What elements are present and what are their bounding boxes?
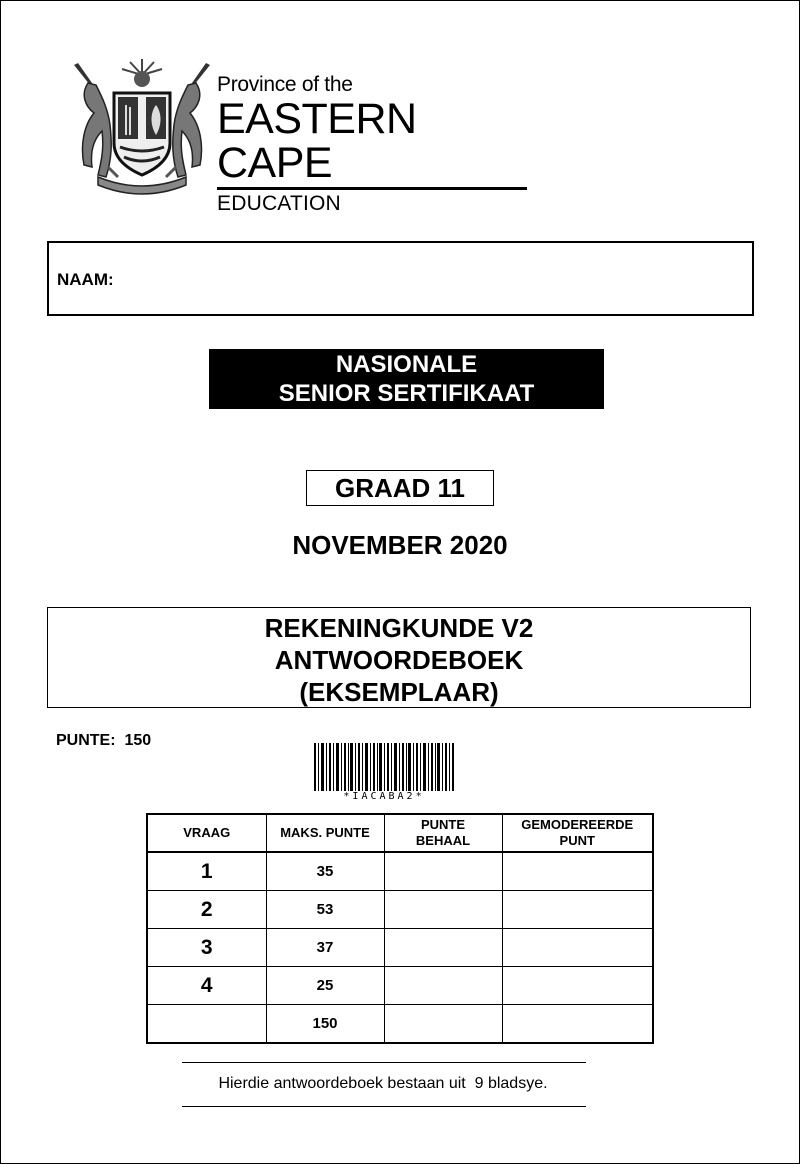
logo-line-eastern-cape: EASTERN CAPE bbox=[217, 95, 417, 187]
question-number: 3 bbox=[147, 929, 266, 967]
marks-obtained-cell[interactable] bbox=[384, 852, 502, 891]
total-obtained-cell[interactable] bbox=[384, 1005, 502, 1044]
marks-table bbox=[146, 813, 654, 1044]
header-moderated-line-2: PUNT bbox=[559, 833, 595, 848]
grade-label: GRAAD 11 bbox=[306, 470, 494, 506]
header-moderated-line-1: GEMODEREERDE bbox=[521, 817, 634, 832]
subject-line-3: (EKSEMPLAAR) bbox=[299, 677, 499, 707]
barcode-text: *IACABA2* bbox=[343, 791, 425, 802]
subject-title-box bbox=[47, 607, 751, 708]
marks-obtained-cell[interactable] bbox=[384, 967, 502, 1005]
total-moderated-cell[interactable] bbox=[502, 1005, 653, 1044]
moderated-mark-cell[interactable] bbox=[502, 852, 653, 891]
page-count-note: Hierdie antwoordeboek bestaan uit 9 bladsye. bbox=[218, 1075, 548, 1092]
max-marks-value: 25 bbox=[266, 967, 384, 1005]
moderated-mark-cell[interactable] bbox=[502, 967, 653, 1005]
total-label-cell bbox=[147, 1005, 266, 1044]
footer-divider-bottom bbox=[182, 1106, 586, 1107]
table-header-row bbox=[147, 814, 653, 852]
footer-divider-top bbox=[182, 1062, 586, 1063]
subject-line-1: REKENINGKUNDE V2 bbox=[264, 613, 534, 643]
header-question: VRAAG bbox=[147, 814, 266, 852]
header-marks-obtained-line-1: PUNTE bbox=[420, 817, 466, 832]
header-moderated bbox=[502, 814, 653, 852]
max-marks-value: 35 bbox=[266, 852, 384, 891]
question-number: 2 bbox=[147, 891, 266, 929]
total-marks: PUNTE: 150 bbox=[56, 732, 152, 749]
moderated-mark-cell[interactable] bbox=[502, 929, 653, 967]
question-number: 4 bbox=[147, 967, 266, 1005]
certificate-banner bbox=[209, 349, 604, 409]
exam-date: NOVEMBER 2020 bbox=[292, 530, 508, 560]
table-row bbox=[147, 929, 653, 967]
barcode-icon bbox=[314, 743, 454, 795]
logo-line-education: EDUCATION bbox=[217, 192, 341, 215]
logo-line-province: Province of the bbox=[217, 73, 353, 96]
marks-obtained-cell[interactable] bbox=[384, 929, 502, 967]
subject-line-2: ANTWOORDEBOEK bbox=[274, 645, 524, 675]
certificate-line-1: NASIONALE bbox=[335, 351, 478, 378]
logo-wordmark bbox=[217, 73, 537, 218]
name-label: NAAM: bbox=[57, 270, 114, 289]
eastern-cape-education-logo bbox=[62, 55, 542, 215]
header-marks-obtained-line-2: BEHAAL bbox=[415, 833, 471, 848]
name-field[interactable] bbox=[47, 241, 754, 316]
header-marks-obtained bbox=[384, 814, 502, 852]
certificate-line-2: SENIOR SERTIFIKAAT bbox=[278, 380, 535, 407]
max-marks-value: 53 bbox=[266, 891, 384, 929]
question-number: 1 bbox=[147, 852, 266, 891]
coat-of-arms-icon bbox=[62, 55, 222, 197]
header-max-marks: MAKS. PUNTE bbox=[266, 814, 384, 852]
moderated-mark-cell[interactable] bbox=[502, 891, 653, 929]
max-marks-value: 37 bbox=[266, 929, 384, 967]
table-total-row bbox=[147, 1005, 653, 1044]
table-row bbox=[147, 891, 653, 929]
marks-obtained-cell[interactable] bbox=[384, 891, 502, 929]
total-max-marks: 150 bbox=[266, 1005, 384, 1044]
table-row bbox=[147, 967, 653, 1005]
table-row bbox=[147, 852, 653, 891]
